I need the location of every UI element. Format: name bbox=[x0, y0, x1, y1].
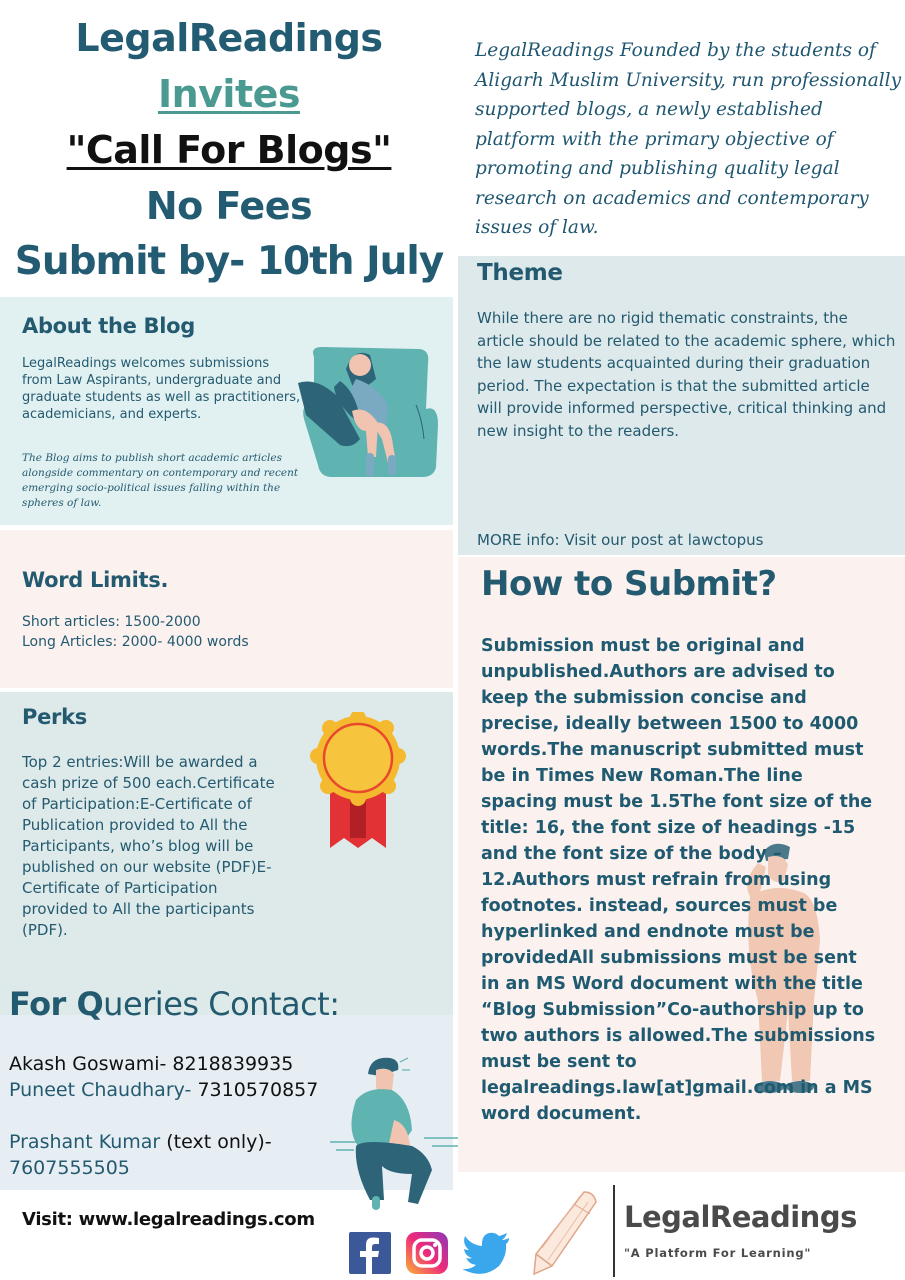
pencil-icon bbox=[528, 1188, 600, 1276]
theme-title: Theme bbox=[477, 260, 563, 286]
woman-on-sofa-illustration bbox=[296, 339, 442, 481]
sitting-man-illustration bbox=[328, 1050, 478, 1210]
word-limits-title: Word Limits. bbox=[22, 568, 169, 592]
about-section bbox=[0, 297, 453, 525]
queries-title: For Queries Contact: bbox=[9, 985, 340, 1023]
facebook-icon[interactable] bbox=[349, 1232, 391, 1274]
contact-akash: Akash Goswami- 8218839935 bbox=[9, 1053, 294, 1075]
about-paragraph: LegalReadings welcomes submissions from Law Aspirants, undergraduate and graduate students as well as practitioners, academicians, and experts. bbox=[22, 356, 301, 422]
short-articles-limit: Short articles: 1500-2000 bbox=[22, 614, 201, 630]
more-info-link[interactable]: MORE info: Visit our post at lawctopus bbox=[477, 531, 764, 549]
word-limits-body bbox=[22, 612, 282, 652]
no-fees-heading: No Fees bbox=[145, 184, 313, 228]
theme-section bbox=[458, 256, 905, 555]
award-ribbon-icon bbox=[310, 712, 406, 848]
intro-paragraph: LegalReadings Founded by the students of Aligarh Muslim University, run professionally supported blogs, a newly established platform with the primary objective of promoting and publishing quality legal research on academics and contemporary issues of law. bbox=[475, 40, 902, 238]
about-aim-paragraph: The Blog aims to publish short academic articles alongside commentary on contemporary and recent emerging socio-political issues falling within the spheres of law. bbox=[22, 452, 299, 509]
poster-header bbox=[0, 0, 458, 295]
instagram-icon[interactable] bbox=[406, 1232, 448, 1274]
brand-logo-name: LegalReadings bbox=[624, 1200, 857, 1234]
long-articles-limit: Long Articles: 2000- 4000 words bbox=[22, 634, 249, 650]
invites-heading: Invites bbox=[157, 72, 301, 116]
perks-title: Perks bbox=[22, 705, 87, 729]
call-for-blogs-heading: "Call For Blogs" bbox=[66, 128, 392, 172]
brand-title: LegalReadings bbox=[75, 16, 383, 60]
website-link[interactable]: Visit: www.legalreadings.com bbox=[22, 1209, 315, 1230]
deadline-heading: Submit by- 10th July bbox=[14, 239, 444, 284]
theme-body: While there are no rigid thematic constraints, the article should be related to the academic sphere, which the law students acquainted during their graduation period. The expectation is that the submitted article will provide informed perspective, critical thinking and new insight to the readers. bbox=[477, 309, 896, 440]
contact-puneet: Puneet Chaudhary- 7310570857 bbox=[9, 1079, 319, 1101]
perks-body: Top 2 entries:Will be awarded a cash prize of 500 each.Certificate of Participation:E-Certificate of Publication provided to All the Participants, who’s blog will be published on our website (PDF)E-Certificate of Participation provided to All the participants (PDF). bbox=[22, 753, 275, 939]
brand-tagline: "A Platform For Learning" bbox=[624, 1246, 812, 1260]
how-to-submit-body: Submission must be original and unpublished.Authors are advised to keep the submission concise and precise, ideally between 1500 to 4000 words.The manuscript submitted must be in Times New Roman.The line spacing must be 1.5The font size of the title: 16, the font size of headings -15 and the font size of the body – 12.Authors must refrain from using footnotes. instead, sources must be hyperlinked and endnote must be providedAll submissions must be sent in an MS Word document with the title “Blog Submission”Co-authorship up to two authors is allowed.The submissions must be sent to legalreadings.law[at]gmail.com in a MS word document. bbox=[481, 636, 876, 1124]
how-to-submit-section bbox=[458, 557, 905, 1172]
word-limits-section bbox=[0, 530, 453, 688]
perks-section bbox=[0, 692, 453, 1015]
about-title: About the Blog bbox=[22, 314, 196, 338]
logo-divider bbox=[613, 1185, 615, 1277]
how-to-submit-title: How to Submit? bbox=[481, 564, 777, 604]
twitter-icon[interactable] bbox=[463, 1232, 505, 1274]
contact-prashant: Prashant Kumar (text only)- 7607555505 bbox=[9, 1131, 272, 1179]
